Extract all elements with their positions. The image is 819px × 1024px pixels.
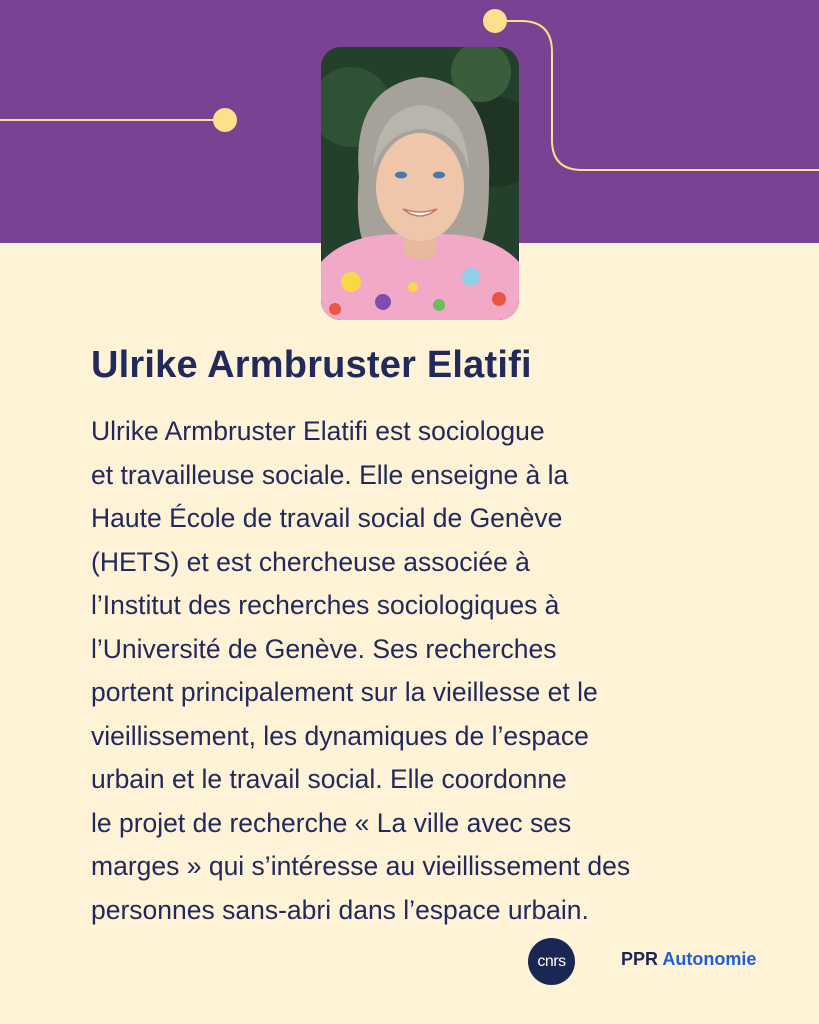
- ppr-autonomie-logo: [621, 947, 756, 971]
- bio-line: l’Institut des recherches sociologiques à: [91, 590, 560, 620]
- bio-line: personnes sans-abri dans l’espace urbain.: [91, 894, 589, 925]
- person-name: Ulrike Armbruster Elatifi: [91, 344, 532, 386]
- left-deco-dot: [213, 108, 237, 132]
- right-deco-dot: [483, 9, 507, 33]
- bio-line: le projet de recherche « La ville avec ses: [91, 807, 572, 838]
- autonomie-logo-text: Autonomie: [662, 949, 757, 969]
- bio-line: urbain et le travail social. Elle coordonne: [91, 764, 567, 794]
- bio-line: et travailleuse sociale. Elle enseigne à la: [91, 459, 569, 490]
- bio-text: [91, 410, 771, 932]
- portrait-illustration: [321, 47, 519, 320]
- portrait-photo: [321, 47, 519, 320]
- bio-line: marges » qui s’intéresse au vieillissement des: [91, 851, 631, 881]
- bio-line: portent principalement sur la vieillesse et le: [91, 677, 598, 707]
- bio-line: Ulrike Armbruster Elatifi est sociologue: [91, 416, 545, 446]
- bio-line: vieillissement, les dynamiques de l’espace: [91, 720, 589, 751]
- bio-line: Haute École de travail social de Genève: [91, 503, 563, 533]
- cnrs-logo-text: cnrs: [537, 952, 566, 970]
- cnrs-logo: [528, 938, 575, 985]
- bio-line: (HETS) et est chercheuse associée à: [91, 546, 530, 577]
- bio-line: l’Université de Genève. Ses recherches: [91, 633, 557, 664]
- right-deco-curve: [495, 21, 819, 170]
- ppr-logo-text: PPR: [621, 949, 659, 969]
